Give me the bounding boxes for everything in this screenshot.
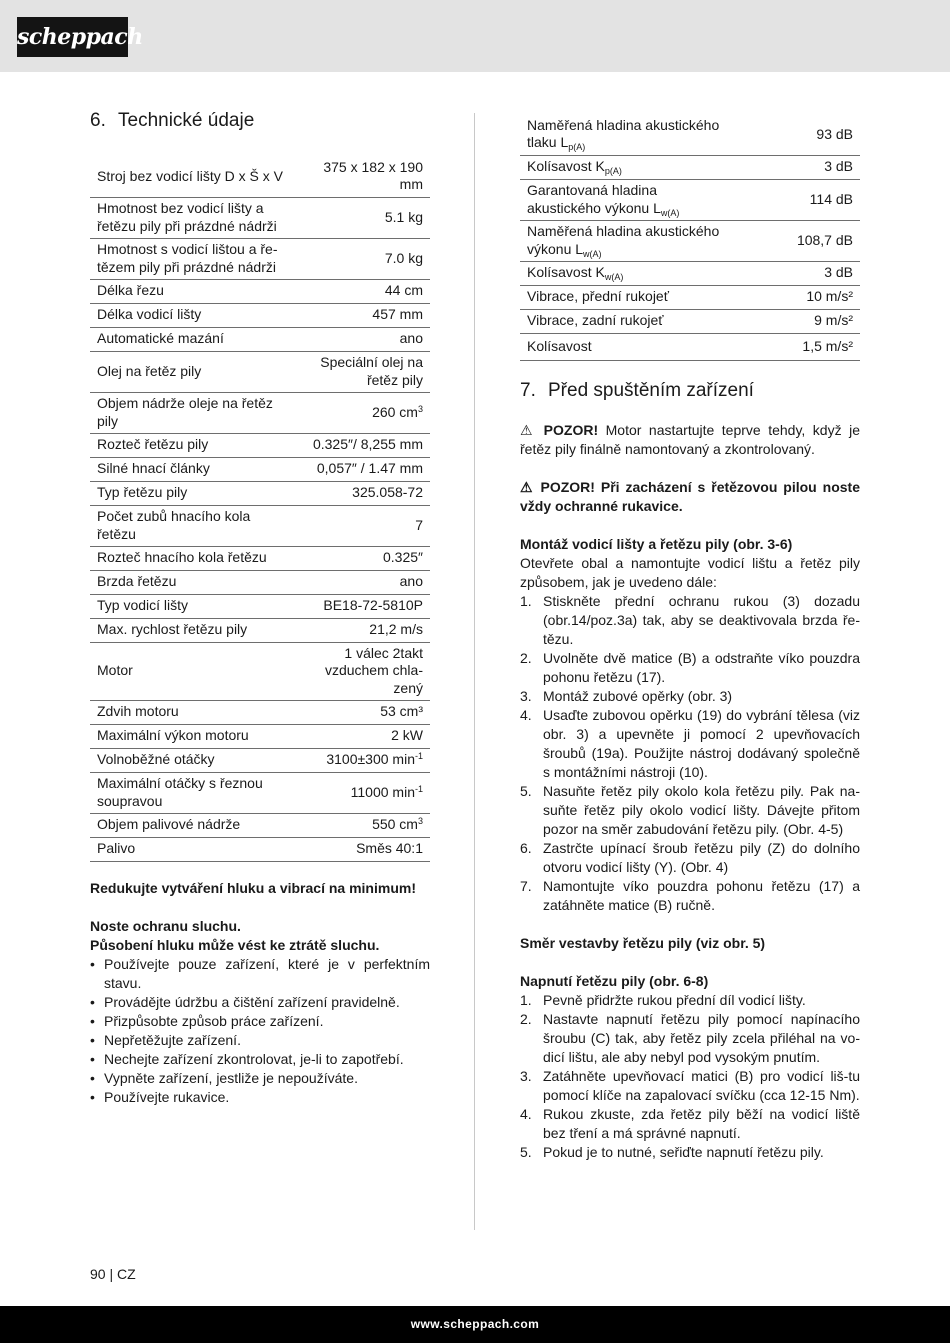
column-divider bbox=[474, 113, 475, 1230]
step-text: Rukou zkuste, zda řetěz pily běží na vodicí liště bez tření a má správné napnutí. bbox=[543, 1105, 860, 1141]
table-row bbox=[520, 261, 860, 285]
spec-label: Délka řezu bbox=[90, 279, 300, 303]
subscript: w(A) bbox=[660, 207, 680, 218]
warning-icon: ⚠ bbox=[520, 478, 541, 495]
label-text: Naměřená hladina akustického výkonu L bbox=[527, 223, 720, 257]
warning-paragraph bbox=[520, 421, 860, 459]
value-text: 550 cm bbox=[372, 816, 418, 833]
spec-label: Vibrace, zadní rukojeť bbox=[520, 309, 730, 333]
list-item: 5. Pokud je to nutné, seřiďte napnutí řetězu pily. bbox=[520, 1143, 824, 1160]
spec-label: Rozteč řetězu pily bbox=[90, 433, 300, 457]
spec-value: 2 kW bbox=[300, 724, 430, 748]
table-row bbox=[520, 155, 860, 179]
spec-value: 3 dB bbox=[730, 155, 860, 179]
spec-value: 9 m/s² bbox=[730, 309, 860, 333]
step-text: Pokud je to nutné, seřiďte napnutí řetězu pily. bbox=[543, 1143, 824, 1160]
table-row bbox=[90, 546, 430, 570]
direction-heading: Směr vestavby řetězu pily (viz obr. 5) bbox=[520, 934, 766, 951]
step-text: Usaďte zubovou opěrku (19) do vybrání tělesa (viz obr. 3) a upevněte ji pomocí 2 upevňovacích šroubů (19a). Použijte nástroj dodávaný společně s montážními nástroji (10). bbox=[543, 706, 860, 780]
spec-label: Objem nádrže oleje na řetěz pily bbox=[90, 392, 300, 433]
list-item: 1. Pevně přidržte rukou přední díl vodicí lišty. bbox=[520, 991, 806, 1008]
step-text: Stiskněte přední ochranu rukou (3) dozadu (obr.14/poz.3a) tak, aby se deaktivovala brzda ře-tězu. bbox=[543, 592, 860, 647]
table-row bbox=[90, 837, 430, 861]
spec-label: Palivo bbox=[90, 837, 300, 861]
section-number: 6. bbox=[90, 110, 106, 131]
step-text: Nastavte napnutí řetězu pily pomocí napínacího šroubu (C) tak, aby řetěz pily zcela přiléhal na vo-dicí lištu, ale aby nebyl pod vysokým pnutím. bbox=[543, 1010, 860, 1065]
warning-label: POZOR! bbox=[540, 478, 595, 495]
table-row bbox=[90, 570, 430, 594]
table-row bbox=[520, 220, 860, 261]
spec-label: Brzda řetězu bbox=[90, 570, 300, 594]
list-item: • Nechejte zařízení zkontrolovat, je-li to zapotřebí. bbox=[90, 1050, 430, 1069]
spec-label: Typ řetězu pily bbox=[90, 481, 300, 505]
tension-steps-list bbox=[520, 991, 860, 1162]
section-7-heading bbox=[520, 378, 860, 404]
table-row bbox=[520, 285, 860, 309]
superscript: -1 bbox=[414, 783, 423, 794]
spec-label bbox=[520, 220, 730, 261]
spec-value: Speciální olej na řetěz pily bbox=[300, 351, 430, 392]
spec-value: ano bbox=[300, 327, 430, 351]
table-row bbox=[90, 156, 430, 197]
right-column bbox=[520, 114, 860, 1162]
spec-label: Počet zubů hnacího kola řetězu bbox=[90, 505, 300, 546]
spec-value bbox=[300, 772, 430, 813]
step-text: Nasuňte řetěz pily okolo kola řetězu pily. Pak na-suňte řetěz pily okolo vodicí lišty. Dávejte přitom pozor na směr zabudování řetězu pily. (Obr. 4-5) bbox=[543, 782, 860, 837]
mount-intro: Otevřete obal a namontujte vodicí lištu a řetěz pily způsobem, jak je uvedeno dále: bbox=[520, 554, 860, 590]
warning-paragraph bbox=[520, 478, 860, 516]
step-text: Montáž zubové opěrky (obr. 3) bbox=[543, 687, 733, 704]
spec-value: 7 bbox=[300, 505, 430, 546]
spec-value: 0.325″ bbox=[300, 546, 430, 570]
spec-value bbox=[300, 748, 430, 772]
spec-value: BE18-72-5810P bbox=[300, 594, 430, 618]
label-text: Kolísavost K bbox=[527, 264, 605, 281]
step-text: Zatáhněte upevňovací matici (B) pro vodicí liš-tu pomocí klíče na zapalovací svíčku (cca 12-15 Nm). bbox=[543, 1067, 860, 1103]
spec-value: 375 x 182 x 190 mm bbox=[300, 156, 430, 197]
noise-vibration-table bbox=[520, 114, 860, 361]
list-item: • Používejte pouze zařízení, které je v perfektním stavu. bbox=[90, 955, 430, 993]
spec-label: Rozteč hnacího kola řetězu bbox=[90, 546, 300, 570]
noise-bullet-list bbox=[90, 955, 430, 1107]
section-title: Před spuštěním zařízení bbox=[548, 379, 754, 401]
spec-label bbox=[520, 179, 730, 220]
value-text: 260 cm bbox=[372, 403, 418, 420]
list-item: 3. Zatáhněte upevňovací matici (B) pro vodicí liš-tu pomocí klíče na zapalovací svíčku (cca 12-15 Nm). bbox=[520, 1067, 860, 1103]
spec-value: 108,7 dB bbox=[730, 220, 860, 261]
subscript: w(A) bbox=[604, 272, 624, 283]
list-item: 6. Zastrčte upínací šroub řetězu pily (Z) do dolního otvoru vodicí lišty (Y). (Obr. 4) bbox=[520, 839, 860, 875]
table-row bbox=[90, 724, 430, 748]
scheppach-logo: scheppach bbox=[17, 17, 128, 57]
list-item: 7. Namontujte víko pouzdra pohonu řetězu (17) a zatáhněte matice (B) ručně. bbox=[520, 877, 860, 913]
spec-value: Směs 40:1 bbox=[300, 837, 430, 861]
spec-value: 93 dB bbox=[730, 114, 860, 155]
list-item: • Přizpůsobte způsob práce zařízení. bbox=[90, 1012, 430, 1031]
superscript: 3 bbox=[417, 816, 423, 827]
list-item: 2. Uvolněte dvě matice (B) a odstraňte víko pouzdra pohonu řetězu (17). bbox=[520, 649, 860, 685]
spec-value: 53 cm³ bbox=[300, 700, 430, 724]
list-item: 5. Nasuňte řetěz pily okolo kola řetězu pily. Pak na-suňte řetěz pily okolo vodicí lišty. Dávejte přitom pozor na směr zabudování řetězu pily. (Obr. 4-5) bbox=[520, 782, 860, 837]
table-row bbox=[90, 197, 430, 238]
section-title: Technické údaje bbox=[118, 110, 255, 131]
mount-steps-list bbox=[520, 592, 860, 915]
hearing-protection-heading: Noste ochranu sluchu. bbox=[90, 917, 241, 934]
spec-label: Délka vodicí lišty bbox=[90, 303, 300, 327]
table-row bbox=[90, 594, 430, 618]
superscript: 3 bbox=[417, 403, 423, 414]
page-number: 90 | CZ bbox=[90, 1266, 136, 1282]
label-text: Garantovaná hladina akustického výkonu L bbox=[527, 182, 661, 216]
superscript: -1 bbox=[414, 751, 423, 762]
spec-label: Hmotnost s vodicí lištou a ře-tězem pily při prázdné nádrži bbox=[90, 238, 300, 279]
table-row bbox=[90, 642, 430, 700]
step-text: Uvolněte dvě matice (B) a odstraňte víko pouzdra pohonu řetězu (17). bbox=[543, 649, 860, 685]
spec-value: 44 cm bbox=[300, 279, 430, 303]
list-item: 3. Montáž zubové opěrky (obr. 3) bbox=[520, 687, 733, 704]
spec-value: 1 válec 2takt vzduchem chla-zený bbox=[300, 642, 430, 700]
spec-label: Automatické mazání bbox=[90, 327, 300, 351]
spec-label: Max. rychlost řetězu pily bbox=[90, 618, 300, 642]
spec-label: Objem palivové nádrže bbox=[90, 813, 300, 837]
spec-value: 3 dB bbox=[730, 261, 860, 285]
list-item: 2. Nastavte napnutí řetězu pily pomocí napínacího šroubu (C) tak, aby řetěz pily zcela přiléhal na vo-dicí lištu, ale aby nebyl pod vysokým pnutím. bbox=[520, 1010, 860, 1065]
subscript: w(A) bbox=[583, 248, 602, 259]
step-text: Namontujte víko pouzdra pohonu řetězu (17) a zatáhněte matice (B) ručně. bbox=[543, 877, 860, 913]
mount-heading: Montáž vodicí lišty a řetězu pily (obr. 3-6) bbox=[520, 535, 793, 552]
spec-value: 457 mm bbox=[300, 303, 430, 327]
hearing-loss-warning: Působení hluku může vést ke ztrátě sluchu. bbox=[90, 936, 380, 953]
spec-value: 1,5 m/s² bbox=[730, 333, 860, 360]
page-num: 90 bbox=[90, 1266, 106, 1282]
table-row bbox=[520, 309, 860, 333]
spec-label: Vibrace, přední rukojeť bbox=[520, 285, 730, 309]
spec-value: 325.058-72 bbox=[300, 481, 430, 505]
section-6-heading bbox=[90, 108, 430, 134]
technical-data-table bbox=[90, 156, 430, 862]
spec-value: 7.0 kg bbox=[300, 238, 430, 279]
step-text: Pevně přidržte rukou přední díl vodicí lišty. bbox=[543, 991, 806, 1008]
table-row bbox=[90, 303, 430, 327]
table-row bbox=[90, 392, 430, 433]
spec-value: 114 dB bbox=[730, 179, 860, 220]
spec-value: 10 m/s² bbox=[730, 285, 860, 309]
table-row bbox=[90, 238, 430, 279]
spec-value: 21,2 m/s bbox=[300, 618, 430, 642]
table-row bbox=[90, 748, 430, 772]
spec-label bbox=[520, 261, 730, 285]
spec-label: Zdvih motoru bbox=[90, 700, 300, 724]
section-number: 7. bbox=[520, 379, 536, 401]
list-item: 4. Rukou zkuste, zda řetěz pily běží na vodicí liště bez tření a má správné napnutí. bbox=[520, 1105, 860, 1141]
value-text: 11000 min bbox=[350, 783, 415, 800]
table-row bbox=[90, 618, 430, 642]
spec-value bbox=[300, 813, 430, 837]
table-row bbox=[90, 279, 430, 303]
list-item: • Vypněte zařízení, jestliže je nepoužíváte. bbox=[90, 1069, 430, 1088]
table-row bbox=[520, 114, 860, 155]
spec-label: Kolísavost bbox=[520, 333, 730, 360]
spec-label bbox=[520, 114, 730, 155]
spec-label: Maximální výkon motoru bbox=[90, 724, 300, 748]
spec-value: 0,057″ / 1.47 mm bbox=[300, 457, 430, 481]
table-row bbox=[90, 813, 430, 837]
spec-value: 0.325″/ 8,255 mm bbox=[300, 433, 430, 457]
language-code: CZ bbox=[117, 1266, 136, 1282]
warning-text: Motor nastartujte teprve tehdy, když je řetěz pily finálně namontovaný a zkontrolovaný. bbox=[520, 421, 860, 457]
spec-label: Typ vodicí lišty bbox=[90, 594, 300, 618]
warning-icon: ⚠ bbox=[520, 421, 544, 438]
subscript: p(A) bbox=[604, 166, 622, 177]
noise-reduction-heading: Redukujte vytváření hluku a vibrací na minimum! bbox=[90, 879, 416, 896]
spec-value: 5.1 kg bbox=[300, 197, 430, 238]
spec-label: Stroj bez vodicí lišty D x Š x V bbox=[90, 156, 300, 197]
subscript: p(A) bbox=[568, 142, 586, 153]
spec-label: Motor bbox=[90, 642, 300, 700]
label-text: Kolísavost K bbox=[527, 158, 605, 175]
left-column bbox=[90, 108, 430, 1107]
website-link[interactable]: www.scheppach.com bbox=[410, 1317, 540, 1331]
spec-label: Volnoběžné otáčky bbox=[90, 748, 300, 772]
table-row bbox=[90, 481, 430, 505]
table-row bbox=[90, 327, 430, 351]
label-text: Naměřená hladina akustického tlaku L bbox=[527, 116, 720, 151]
spec-label: Hmotnost bez vodicí lišty a řetězu pily při prázdné nádrži bbox=[90, 197, 300, 238]
table-row bbox=[90, 505, 430, 546]
spec-label: Olej na řetěz pily bbox=[90, 351, 300, 392]
warning-label: POZOR! bbox=[543, 421, 599, 438]
spec-label: Maximální otáčky s řeznou soupravou bbox=[90, 772, 300, 813]
tension-heading: Napnutí řetězu pily (obr. 6-8) bbox=[520, 972, 709, 989]
spec-label bbox=[520, 155, 730, 179]
table-row bbox=[90, 700, 430, 724]
spec-label: Silné hnací články bbox=[90, 457, 300, 481]
step-text: Zastrčte upínací šroub řetězu pily (Z) do dolního otvoru vodicí lišty (Y). (Obr. 4) bbox=[543, 839, 860, 875]
table-row bbox=[90, 772, 430, 813]
list-item: • Provádějte údržbu a čištění zařízení pravidelně. bbox=[90, 993, 430, 1012]
table-row bbox=[90, 457, 430, 481]
table-row bbox=[90, 351, 430, 392]
table-row bbox=[90, 433, 430, 457]
table-row bbox=[520, 179, 860, 220]
list-item: 1. Stiskněte přední ochranu rukou (3) dozadu (obr.14/poz.3a) tak, aby se deaktivovala brzda ře-tězu. bbox=[520, 592, 860, 647]
value-text: 3100±300 min bbox=[326, 751, 415, 768]
spec-value bbox=[300, 392, 430, 433]
list-item: • Používejte rukavice. bbox=[90, 1088, 430, 1107]
spec-value: ano bbox=[300, 570, 430, 594]
warning-text: Při zacházení s řetězovou pilou noste vždy ochranné rukavice. bbox=[520, 478, 860, 514]
list-item: • Nepřetěžujte zařízení. bbox=[90, 1031, 430, 1050]
table-row bbox=[520, 333, 860, 360]
list-item: 4. Usaďte zubovou opěrku (19) do vybrání tělesa (viz obr. 3) a upevněte ji pomocí 2 upevňovacích šroubů (19a). Použijte nástroj dodávaný společně s montážními nástroji (10). bbox=[520, 706, 860, 780]
